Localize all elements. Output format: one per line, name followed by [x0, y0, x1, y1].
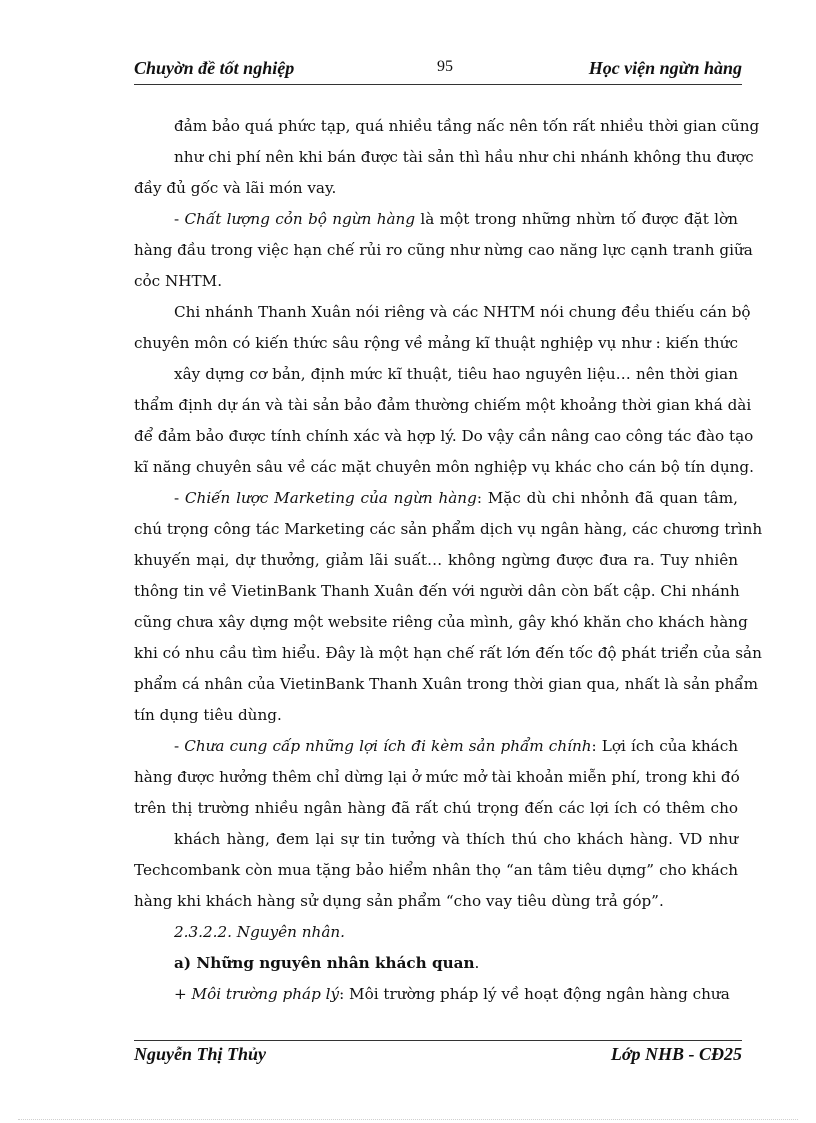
text-line: đầy đủ gốc và lãi món vay.: [134, 179, 337, 197]
paragraph-quality-staff: - Chất lượng cỏn bộ ngừn hàng là một trong những nhừn tố được đặt lờn: [174, 210, 738, 228]
text-line: Chi nhánh Thanh Xuân nói riêng và các NHTM nói chung đều thiếu cán bộ: [174, 303, 751, 321]
text-line: đảm bảo quá phức tạp, quá nhiều tầng nấc nên tốn rất nhiều thời gian cũng: [174, 117, 760, 135]
text-line: khi có nhu cầu tìm hiểu. Đây là một hạn chế rất lớn đến tốc độ phát triển của sản: [134, 644, 762, 662]
paragraph-benefits: - Chưa cung cấp những lợi ích đi kèm sản phẩm chính: Lợi ích của khách: [174, 737, 738, 755]
paragraph-marketing: - Chiến lược Marketing của ngừn hàng: Mặc dù chi nhỏnh đã quan tâm,: [174, 489, 738, 507]
text-line: trên thị trường nhiều ngân hàng đã rất chú trọng đến các lợi ích có thêm cho: [134, 799, 738, 817]
header-institution: Học viện ngừn hàng: [588, 58, 742, 78]
author-name: Nguyễn Thị Thủy: [134, 1044, 267, 1064]
text-line: phẩm cá nhân của VietinBank Thanh Xuân trong thời gian qua, nhất là sản phẩm: [134, 675, 758, 693]
text-line: + Môi trường pháp lý: Môi trường pháp lý về hoạt động ngân hàng chưa: [174, 985, 730, 1003]
page-footer: [134, 1044, 742, 1070]
section-heading: 2.3.2.2. Nguyên nhân.: [174, 923, 345, 941]
text-line: hàng được hưởng thêm chỉ dừng lại ở mức mở tài khoản miễn phí, trong khi đó: [134, 768, 740, 786]
text-line: để đảm bảo được tính chính xác và hợp lý. Do vậy cần nâng cao công tác đào tạo: [134, 427, 754, 445]
text-line: hàng khi khách hàng sử dụng sản phẩm “cho vay tiêu dùng trả góp”.: [134, 892, 664, 910]
italic-heading: + Môi trường pháp lý: [174, 985, 340, 1003]
text-line: cỏc NHTM.: [134, 272, 223, 290]
italic-heading: Chất lượng cỏn bộ ngừn hàng: [184, 210, 416, 228]
footer-divider: [134, 1040, 742, 1041]
text-line: thông tin về VietinBank Thanh Xuân đến với người dân còn bất cập. Chi nhánh: [134, 582, 740, 600]
text-line: tín dụng tiêu dùng.: [134, 706, 282, 724]
italic-heading: Chiến lược Marketing của ngừn hàng: [184, 489, 477, 507]
text-line: xây dựng cơ bản, định mức kĩ thuật, tiêu hao nguyên liệu… nên thời gian: [174, 365, 738, 383]
text-line: hàng đầu trong việc hạn chế rủi ro cũng như nừng cao năng lực cạnh tranh giữa: [134, 241, 753, 259]
text-line: như chi phí nên khi bán được tài sản thì hầu như chi nhánh không thu được: [174, 148, 754, 166]
text-line: khách hàng, đem lại sự tin tưởng và thích thú cho khách hàng. VD như: [174, 830, 738, 848]
page-header: [134, 56, 742, 85]
italic-heading: Chưa cung cấp những lợi ích đi kèm sản phẩm chính: [184, 737, 592, 755]
class-code: Lớp NHB - CĐ25: [610, 1044, 742, 1064]
text-line: thẩm định dự án và tài sản bảo đảm thường chiếm một khoảng thời gian khá dài: [134, 396, 752, 414]
page-bottom-dotted-border: [18, 1119, 798, 1120]
text-line: kĩ năng chuyên sâu về các mặt chuyên môn nghiệp vụ khác cho cán bộ tín dụng.: [134, 458, 754, 476]
page-number: 95: [437, 58, 453, 75]
subsection-heading: a) Những nguyên nhân khách quan.: [174, 954, 480, 972]
header-thesis-title: Chuyờn đề tốt nghiệp: [134, 58, 295, 78]
text-line: chú trọng công tác Marketing các sản phẩm dịch vụ ngân hàng, các chương trình: [134, 520, 763, 538]
text-line: cũng chưa xây dựng một website riêng của mình, gây khó khăn cho khách hàng: [134, 613, 748, 631]
text-line: chuyên môn có kiến thức sâu rộng về mảng kĩ thuật nghiệp vụ như : kiến thức: [134, 334, 738, 352]
text-line: khuyến mại, dự thưởng, giảm lãi suất… không ngừng được đưa ra. Tuy nhiên: [134, 551, 738, 569]
text-line: Techcombank còn mua tặng bảo hiểm nhân thọ “an tâm tiêu dựng” cho khách: [134, 861, 738, 879]
